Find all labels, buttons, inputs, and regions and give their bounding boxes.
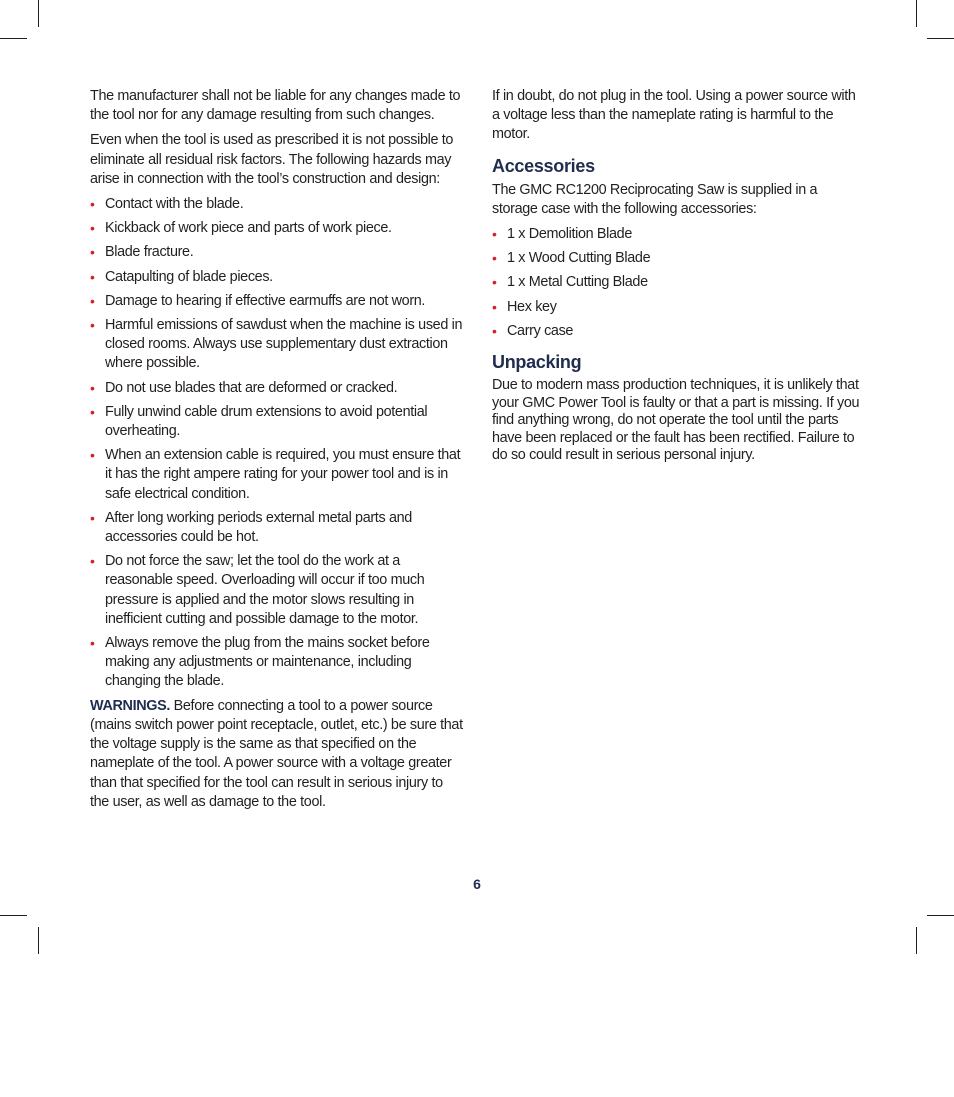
list-item (90, 219, 465, 238)
bullet-icon: • (492, 274, 497, 291)
list-item (492, 225, 864, 244)
list-item (90, 243, 465, 262)
list-item (492, 322, 864, 341)
list-item-text: Kickback of work piece and parts of work piece. (105, 220, 392, 237)
list-item (90, 379, 465, 398)
unpacking-paragraph: Due to modern mass production techniques, it is unlikely that your GMC Power Tool is faulty or that a part is missing. If you find anything wrong, do not operate the tool until the parts have been replaced or the fault has been rectified. Failure to do so could result in serious personal injury. (492, 377, 860, 464)
voltage-doubt-paragraph: If in doubt, do not plug in the tool. Using a power source with a voltage less than the nameplate rating is harmful to the motor. (492, 88, 856, 143)
crop-mark (38, 0, 39, 27)
list-item (90, 292, 465, 311)
bullet-icon: • (90, 220, 95, 237)
list-item-text: Blade fracture. (105, 244, 194, 261)
liability-paragraph: The manufacturer shall not be liable for any changes made to the tool nor for any damage resulting from such changes. (90, 88, 461, 124)
right-column (492, 87, 864, 471)
list-item (90, 446, 465, 504)
bullet-icon: • (90, 509, 95, 526)
list-item-text: Fully unwind cable drum extensions to avoid potential overheating. (105, 403, 428, 440)
list-item-text: 1 x Demolition Blade (507, 226, 632, 243)
bullet-icon: • (492, 226, 497, 243)
list-item (90, 552, 465, 629)
list-item (90, 509, 465, 547)
list-item-text: Catapulting of blade pieces. (105, 268, 273, 285)
list-item (492, 249, 864, 268)
list-item (90, 403, 465, 441)
warnings-text: Before connecting a tool to a power source (mains switch power point receptacle, outlet, etc.) be sure that the voltage supply is the same as that specified on the nameplate of the tool. A power source with a voltage greater than that specified for the tool can result in serious injury to the user, as well as damage to the tool. (90, 697, 463, 810)
crop-mark (927, 915, 954, 916)
list-item (90, 316, 465, 374)
unpacking-heading: Unpacking (492, 352, 582, 373)
list-item-text: Do not use blades that are deformed or cracked. (105, 379, 398, 396)
bullet-icon: • (492, 298, 497, 315)
warnings-label: WARNINGS. (90, 697, 170, 714)
crop-mark (0, 38, 27, 39)
bullet-icon: • (90, 317, 95, 334)
crop-mark (38, 927, 39, 954)
accessories-intro: The GMC RC1200 Reciprocating Saw is supplied in a storage case with the following accessories: (492, 181, 818, 217)
list-item-text: 1 x Wood Cutting Blade (507, 250, 651, 267)
bullet-icon: • (90, 196, 95, 213)
list-item-text: Contact with the blade. (105, 196, 244, 213)
list-item (90, 268, 465, 287)
list-item (492, 273, 864, 292)
list-item-text: Always remove the plug from the mains socket before making any adjustments or maintenance, including changing the blade. (105, 635, 430, 690)
list-item-text: 1 x Metal Cutting Blade (507, 274, 648, 291)
bullet-icon: • (90, 379, 95, 396)
list-item-text: When an extension cable is required, you must ensure that it has the right ampere rating for your power tool and is in safe electrical condition. (105, 447, 461, 502)
page-number: 6 (473, 876, 481, 892)
hazard-list (90, 195, 465, 692)
crop-mark (916, 927, 917, 954)
bullet-icon: • (90, 447, 95, 464)
list-item-text: Hex key (507, 298, 557, 315)
list-item-text: Harmful emissions of sawdust when the machine is used in closed rooms. Always use supplementary dust extraction where possible. (105, 317, 463, 372)
bullet-icon: • (492, 250, 497, 267)
list-item-text: Carry case (507, 322, 574, 339)
list-item-text: Do not force the saw; let the tool do the work at a reasonable speed. Overloading will occur if too much pressure is applied and the motor slows resulting in inefficient cutting and possible damage to the motor. (105, 553, 425, 627)
bullet-icon: • (492, 322, 497, 339)
bullet-icon: • (90, 292, 95, 309)
bullet-icon: • (90, 635, 95, 652)
list-item (492, 298, 864, 317)
list-item (90, 634, 465, 692)
list-item (90, 195, 465, 214)
bullet-icon: • (90, 244, 95, 261)
residual-risk-paragraph: Even when the tool is used as prescribed it is not possible to eliminate all residual risk factors. The following hazards may arise in connection with the tool’s construction and design: (90, 132, 454, 187)
bullet-icon: • (90, 553, 95, 570)
crop-mark (927, 38, 954, 39)
list-item-text: After long working periods external metal parts and accessories could be hot. (105, 509, 412, 546)
accessory-list (492, 225, 864, 341)
warnings-paragraph (90, 697, 465, 812)
bullet-icon: • (90, 268, 95, 285)
crop-mark (0, 915, 27, 916)
list-item-text: Damage to hearing if effective earmuffs are not worn. (105, 292, 426, 309)
left-column (90, 87, 465, 818)
accessories-heading: Accessories (492, 155, 595, 176)
bullet-icon: • (90, 403, 95, 420)
crop-mark (916, 0, 917, 27)
